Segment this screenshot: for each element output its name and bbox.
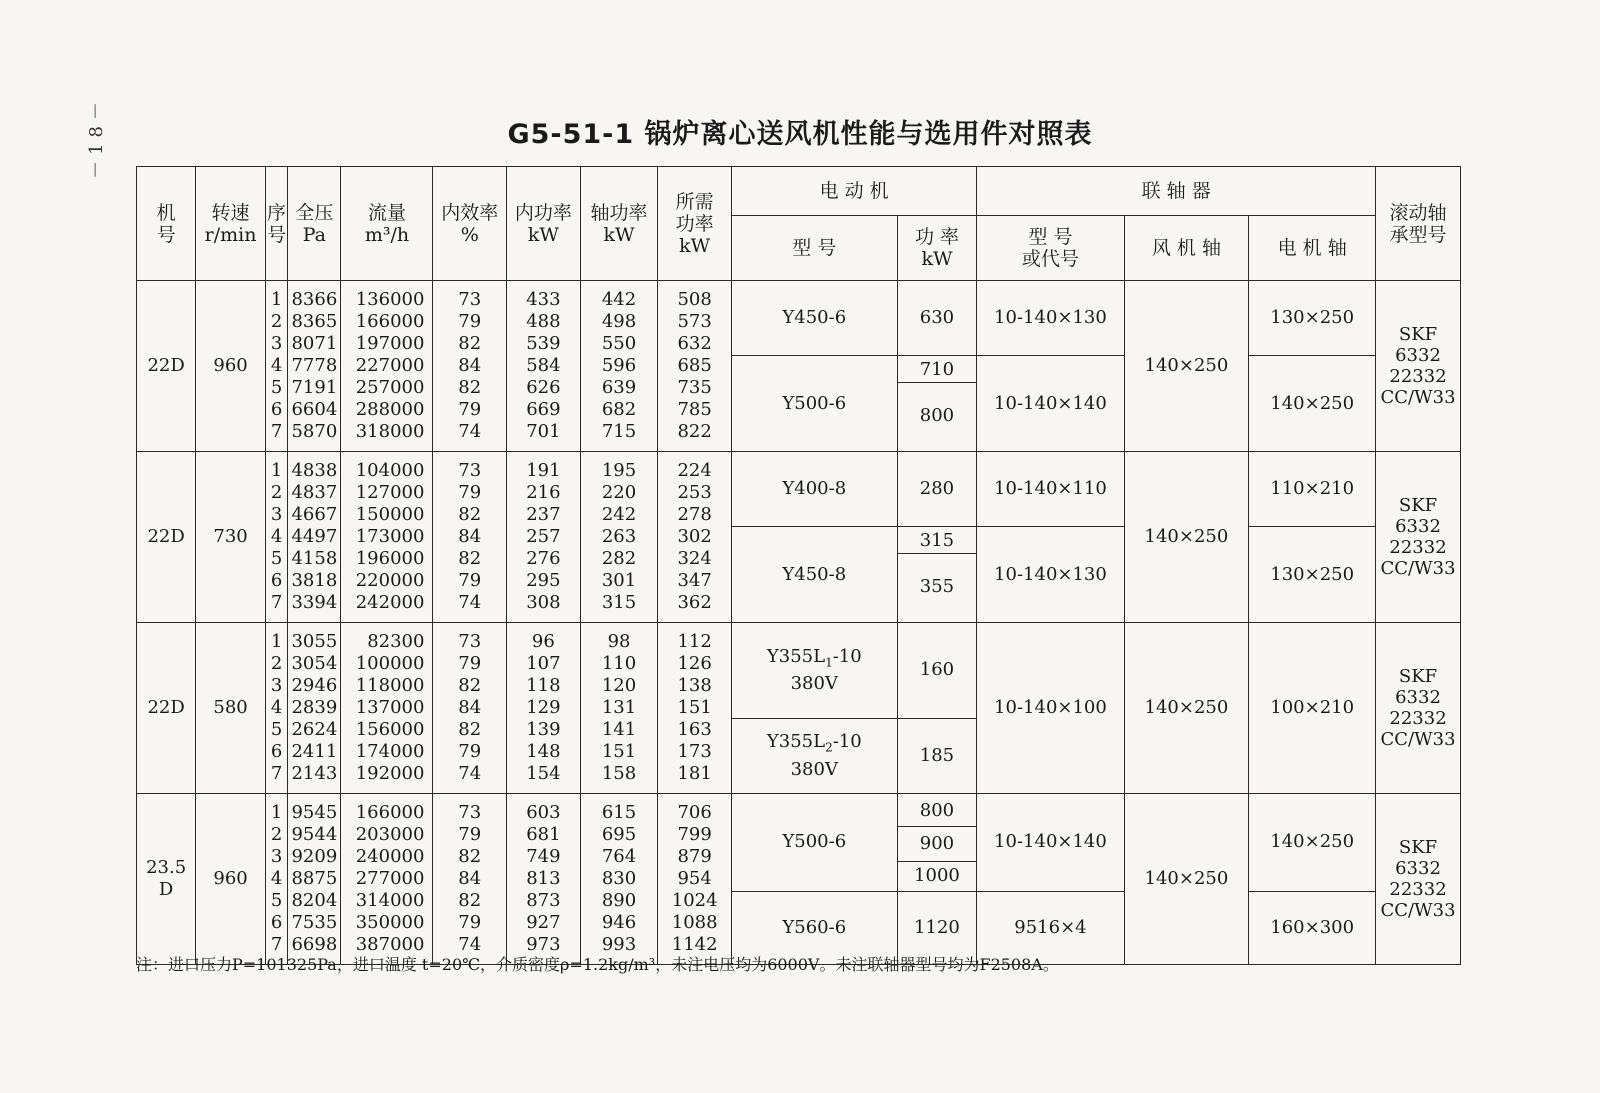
group2-flow-value: 196000 [355, 548, 425, 569]
group1-motor-shaft1: 130×250 [1249, 281, 1376, 356]
group3-flow-value: 192000 [355, 763, 425, 784]
group4-speed: 960 [196, 794, 266, 965]
group2-coupling2: 10-140×130 [977, 527, 1124, 623]
group2-required-power-value: 302 [677, 526, 712, 547]
group3-inner-power-value: 118 [526, 675, 561, 696]
group3-efficiency-value: 82 [458, 719, 482, 740]
group2-motor1-model: Y400-8 [731, 452, 897, 527]
group3-pressure-value: 2839 [291, 697, 338, 718]
group2-seq-value: 4 [270, 526, 283, 547]
group3-required-power-value: 126 [677, 653, 712, 674]
group2-bearing: SKF 6332 22332 CC/W33 [1376, 452, 1461, 623]
group1-motor-shaft2: 140×250 [1249, 356, 1376, 452]
group2-motor2-model: Y450-8 [731, 527, 897, 623]
group1-flow-value: 197000 [355, 333, 425, 354]
group3-efficiency-value: 79 [458, 741, 482, 762]
group4-fan-shaft: 140×250 [1124, 794, 1249, 965]
group1-jihao: 22D [137, 281, 196, 452]
group3-shaft-power-value: 110 [601, 653, 637, 674]
header-coupling: 联 轴 器 [977, 167, 1376, 216]
group4-seq-value: 4 [270, 868, 283, 889]
group2-flow-value: 173000 [355, 526, 425, 547]
group1-shaft-power-value: 639 [601, 377, 637, 398]
header-motor-shaft: 电 机 轴 [1249, 216, 1376, 281]
header-speed: 转速 r/min [196, 167, 266, 281]
group2-flow-value: 104000 [355, 460, 425, 481]
group3-inner-power-value: 129 [526, 697, 561, 718]
group2-required-power-value: 253 [677, 482, 712, 503]
group1-efficiency-value: 82 [458, 377, 482, 398]
group4-seq-value: 2 [270, 824, 283, 845]
group3-pressure-value: 2143 [291, 763, 338, 784]
group3-required-power-value: 112 [677, 631, 712, 652]
group3-inner-power-value: 154 [526, 763, 561, 784]
group1-inner-power [507, 281, 581, 452]
group1-seq-value: 1 [270, 289, 283, 310]
group2-required-power-value: 278 [677, 504, 712, 525]
group2-inner-power-value: 216 [526, 482, 561, 503]
group2-shaft-power-value: 301 [601, 570, 637, 591]
group4-efficiency-value: 79 [458, 824, 482, 845]
group3-shaft-power-value: 158 [601, 763, 637, 784]
group3-required-power [658, 623, 732, 794]
group2-required-power-value: 347 [677, 570, 712, 591]
group2-flow [341, 452, 433, 623]
header-seq: 序 号 [265, 167, 287, 281]
group3-motor1-model: $Y355L_1-10$ 380V [731, 623, 897, 719]
group3-flow-value: 156000 [355, 719, 425, 740]
header-jihao: 机 号 [137, 167, 196, 281]
group3-required-power-value: 151 [677, 697, 712, 718]
group4-shaft-power-value: 695 [601, 824, 637, 845]
group4-efficiency [433, 794, 507, 965]
group4-efficiency-value: 82 [458, 890, 482, 911]
group2-efficiency-value: 82 [458, 548, 482, 569]
group2-pressure [288, 452, 341, 623]
group4-pressure [288, 794, 341, 965]
group3-required-power-value: 173 [677, 741, 712, 762]
group3-efficiency-value: 82 [458, 675, 482, 696]
group3-flow-value: 100000 [355, 653, 425, 674]
group3-seq-value: 1 [270, 631, 283, 652]
group2-required-power-value: 362 [677, 592, 712, 613]
header-pressure: 全压 Pa [288, 167, 341, 281]
group1-shaft-power-value: 498 [601, 311, 637, 332]
group2-seq [265, 452, 287, 623]
group3-motor1-power: 160 [897, 623, 977, 719]
group2-speed: 730 [196, 452, 266, 623]
group4-seq-value: 1 [270, 802, 283, 823]
group3-speed: 580 [196, 623, 266, 794]
group2-seq-value: 1 [270, 460, 283, 481]
group3-fan-shaft: 140×250 [1124, 623, 1249, 794]
group2-shaft-power-value: 263 [601, 526, 637, 547]
group4-inner-power-value: 927 [526, 912, 561, 933]
group4-flow-value: 314000 [355, 890, 425, 911]
group4-required-power [658, 794, 732, 965]
group4-required-power-value: 706 [677, 802, 712, 823]
group4-seq-value: 7 [270, 934, 283, 955]
group2-motor-shaft1: 110×210 [1249, 452, 1376, 527]
group1-flow-value: 257000 [355, 377, 425, 398]
group1-bearing: SKF 6332 22332 CC/W33 [1376, 281, 1461, 452]
group1-pressure-value: 7778 [291, 355, 338, 376]
group3-efficiency-value: 79 [458, 653, 482, 674]
group4-efficiency-value: 82 [458, 846, 482, 867]
group2-inner-power-value: 308 [526, 592, 561, 613]
group1-seq [265, 281, 287, 452]
group4-required-power-value: 954 [677, 868, 712, 889]
group1-shaft-power-value: 596 [601, 355, 637, 376]
group3-pressure-value: 2946 [291, 675, 338, 696]
group3-shaft-power-value: 141 [601, 719, 637, 740]
group3-inner-power-value: 148 [526, 741, 561, 762]
group1-shaft-power-value: 682 [601, 399, 637, 420]
header-efficiency: 内效率 % [433, 167, 507, 281]
group3-flow-value: 137000 [355, 697, 425, 718]
group2-required-power-value: 324 [677, 548, 712, 569]
group2-motor2-power-b: 355 [919, 576, 955, 598]
group4-shaft-power [580, 794, 658, 965]
group1-pressure [288, 281, 341, 452]
group4-motor1-model: Y500-6 [731, 794, 897, 892]
group2-efficiency-value: 74 [458, 592, 482, 613]
group1-inner-power-value: 433 [526, 289, 561, 310]
group4-flow [341, 794, 433, 965]
group1-required-power-value: 508 [677, 289, 712, 310]
group3-flow-value: 118000 [355, 675, 425, 696]
group3-jihao: 22D [137, 623, 196, 794]
group3-inner-power-value: 107 [526, 653, 561, 674]
group4-shaft-power-value: 890 [601, 890, 637, 911]
group3-shaft-power-value: 151 [601, 741, 637, 762]
performance-table [136, 166, 1461, 965]
group2-shaft-power-value: 282 [601, 548, 637, 569]
group4-flow-value: 387000 [355, 934, 425, 955]
group4-shaft-power-value: 993 [601, 934, 637, 955]
group1-speed: 960 [196, 281, 266, 452]
group3-motor2-power: 185 [897, 718, 977, 793]
group4-motor-shaft2: 160×300 [1249, 891, 1376, 964]
group3-efficiency-value: 84 [458, 697, 482, 718]
group1-motor1-model: Y450-6 [731, 281, 897, 356]
group3-seq [265, 623, 287, 794]
group1-required-power-value: 632 [677, 333, 712, 354]
group2-efficiency-value: 82 [458, 504, 482, 525]
group4-required-power-value: 799 [677, 824, 712, 845]
group2-flow-value: 242000 [355, 592, 425, 613]
group4-motor1-power [897, 794, 977, 892]
group1-motor2-power [897, 356, 977, 452]
group4-efficiency-value: 73 [458, 802, 482, 823]
group3-required-power-value: 181 [677, 763, 712, 784]
group3-seq-value: 4 [270, 697, 283, 718]
group3-inner-power [507, 623, 581, 794]
group1-pressure-value: 8365 [291, 311, 338, 332]
group2-pressure-value: 3394 [291, 592, 338, 613]
group4-flow-value: 240000 [355, 846, 425, 867]
group2-coupling1: 10-140×110 [977, 452, 1124, 527]
group4-motor2-power: 1120 [897, 891, 977, 964]
group3-motor2-model: $Y355L_2-10$ 380V [731, 718, 897, 793]
group1-motor2-model: Y500-6 [731, 356, 897, 452]
group4-seq-value: 3 [270, 846, 283, 867]
group2-efficiency-value: 79 [458, 482, 482, 503]
group1-motor2-power-a: 710 [898, 358, 977, 383]
header-required-power: 所需 功率 kW [658, 167, 732, 281]
group2-inner-power-value: 191 [526, 460, 561, 481]
group1-flow-value: 227000 [355, 355, 425, 376]
group1-flow-value: 166000 [355, 311, 425, 332]
group4-jihao: 23.5 D [137, 794, 196, 965]
group2-required-power [658, 452, 732, 623]
group4-flow-value: 203000 [355, 824, 425, 845]
header-coupling-model: 型 号 或代号 [977, 216, 1124, 281]
group4-motor1-power-c: 1000 [914, 864, 960, 886]
group4-inner-power [507, 794, 581, 965]
group3-pressure-value: 2624 [291, 719, 338, 740]
group2-motor2-power-a: 315 [898, 529, 977, 554]
group4-motor-shaft1: 140×250 [1249, 794, 1376, 892]
group1-shaft-power-value: 715 [601, 421, 637, 442]
group4-efficiency-value: 84 [458, 868, 482, 889]
group2-pressure-value: 4497 [291, 526, 338, 547]
group1-inner-power-value: 701 [526, 421, 561, 442]
group2-seq-value: 7 [270, 592, 283, 613]
group4-efficiency-value: 74 [458, 934, 482, 955]
group4-seq-value: 5 [270, 890, 283, 911]
group4-pressure-value: 9209 [291, 846, 338, 867]
group3-inner-power-value: 96 [531, 631, 555, 652]
group3-flow-value: 174000 [355, 741, 425, 762]
group2-seq-value: 6 [270, 570, 283, 591]
group2-shaft-power-value: 242 [601, 504, 637, 525]
group3-seq-value: 2 [270, 653, 283, 674]
group2-inner-power-value: 257 [526, 526, 561, 547]
group1-seq-value: 3 [270, 333, 283, 354]
group2-pressure-value: 4667 [291, 504, 338, 525]
group4-required-power-value: 1142 [671, 934, 718, 955]
group2-seq-value: 2 [270, 482, 283, 503]
group1-seq-value: 4 [270, 355, 283, 376]
group2-shaft-power-value: 315 [601, 592, 637, 613]
group4-inner-power-value: 973 [526, 934, 561, 955]
group4-flow-value: 166000 [355, 802, 425, 823]
header-inner-power: 内功率 kW [507, 167, 581, 281]
group4-motor1-power-a: 800 [898, 795, 977, 827]
group4-pressure-value: 7535 [291, 912, 338, 933]
group2-seq-value: 5 [270, 548, 283, 569]
group2-pressure-value: 4838 [291, 460, 338, 481]
group3-pressure-value: 2411 [291, 741, 338, 762]
header-fan-shaft: 风 机 轴 [1124, 216, 1249, 281]
group2-flow-value: 127000 [355, 482, 425, 503]
group2-flow-value: 220000 [355, 570, 425, 591]
group1-shaft-power [580, 281, 658, 452]
group1-seq-value: 5 [270, 377, 283, 398]
group3-pressure-value: 3054 [291, 653, 338, 674]
page-title: G5-51-1 锅炉离心送风机性能与选用件对照表 [507, 119, 1093, 150]
group2-motor1-power: 280 [897, 452, 977, 527]
group2-inner-power-value: 276 [526, 548, 561, 569]
group3-flow [341, 623, 433, 794]
group4-required-power-value: 879 [677, 846, 712, 867]
group1-efficiency-value: 84 [458, 355, 482, 376]
group1-motor2-power-b: 800 [919, 405, 955, 427]
group2-pressure-value: 4158 [291, 548, 338, 569]
group1-seq-value: 6 [270, 399, 283, 420]
group4-pressure-value: 8875 [291, 868, 338, 889]
group1-seq-value: 2 [270, 311, 283, 332]
group1-inner-power-value: 539 [526, 333, 561, 354]
group2-efficiency [433, 452, 507, 623]
group3-shaft-power-value: 131 [601, 697, 637, 718]
group2-motor-shaft2: 130×250 [1249, 527, 1376, 623]
group3-motor-shaft: 100×210 [1249, 623, 1376, 794]
header-bearing: 滚动轴 承型号 [1376, 167, 1461, 281]
group4-motor2-model: Y560-6 [731, 891, 897, 964]
group3-seq-value: 5 [270, 719, 283, 740]
group3-inner-power-value: 139 [526, 719, 561, 740]
group1-flow-value: 288000 [355, 399, 425, 420]
group1-shaft-power-value: 442 [601, 289, 637, 310]
group3-required-power-value: 138 [677, 675, 712, 696]
group2-efficiency-value: 79 [458, 570, 482, 591]
group3-seq-value: 7 [270, 763, 283, 784]
group4-motor1-power-b: 900 [898, 827, 977, 862]
group3-flow-value: 82300 [367, 631, 425, 652]
header-motor-model: 型 号 [731, 216, 897, 281]
page-number: －18－ [86, 96, 107, 179]
group2-efficiency-value: 73 [458, 460, 482, 481]
group2-efficiency-value: 84 [458, 526, 482, 547]
group2-inner-power-value: 295 [526, 570, 561, 591]
group4-pressure-value: 9544 [291, 824, 338, 845]
group4-shaft-power-value: 615 [601, 802, 637, 823]
group1-inner-power-value: 584 [526, 355, 561, 376]
group3-required-power-value: 163 [677, 719, 712, 740]
group4-seq [265, 794, 287, 965]
table-note: 注：进口压力P=101325Pa，进口温度 t=20℃，介质密度ρ=1.2kg/m³，未注电压均为6000V。未注联轴器型号均为F2508A。 [136, 955, 1059, 974]
group2-pressure-value: 3818 [291, 570, 338, 591]
group1-inner-power-value: 488 [526, 311, 561, 332]
group2-required-power-value: 224 [677, 460, 712, 481]
group1-required-power [658, 281, 732, 452]
group4-required-power-value: 1024 [671, 890, 718, 911]
group1-motor1-power: 630 [897, 281, 977, 356]
group2-inner-power [507, 452, 581, 623]
group4-efficiency-value: 79 [458, 912, 482, 933]
group4-pressure-value: 9545 [291, 802, 338, 823]
group1-efficiency-value: 79 [458, 311, 482, 332]
group3-pressure [288, 623, 341, 794]
group4-inner-power-value: 873 [526, 890, 561, 911]
group1-coupling2: 10-140×140 [977, 356, 1124, 452]
group1-pressure-value: 5870 [291, 421, 338, 442]
group4-pressure-value: 6698 [291, 934, 338, 955]
group1-efficiency-value: 82 [458, 333, 482, 354]
group2-inner-power-value: 237 [526, 504, 561, 525]
group2-fan-shaft: 140×250 [1124, 452, 1249, 623]
group1-fan-shaft: 140×250 [1124, 281, 1249, 452]
group2-jihao: 22D [137, 452, 196, 623]
group2-shaft-power-value: 195 [601, 460, 637, 481]
group3-seq-value: 6 [270, 741, 283, 762]
group1-seq-value: 7 [270, 421, 283, 442]
group3-seq-value: 3 [270, 675, 283, 696]
group1-inner-power-value: 626 [526, 377, 561, 398]
group1-efficiency-value: 73 [458, 289, 482, 310]
group3-bearing: SKF 6332 22332 CC/W33 [1376, 623, 1461, 794]
group4-coupling1: 10-140×140 [977, 794, 1124, 892]
group3-shaft-power-value: 120 [601, 675, 637, 696]
group4-pressure-value: 8204 [291, 890, 338, 911]
group1-flow [341, 281, 433, 452]
group3-pressure-value: 3055 [291, 631, 338, 652]
group3-efficiency-value: 73 [458, 631, 482, 652]
group3-coupling: 10-140×100 [977, 623, 1124, 794]
group2-shaft-power [580, 452, 658, 623]
group4-shaft-power-value: 830 [601, 868, 637, 889]
group4-coupling2: 9516×4 [977, 891, 1124, 964]
group3-shaft-power-value: 98 [607, 631, 631, 652]
group2-pressure-value: 4837 [291, 482, 338, 503]
group4-flow-value: 277000 [355, 868, 425, 889]
group2-seq-value: 3 [270, 504, 283, 525]
group1-pressure-value: 6604 [291, 399, 338, 420]
group4-seq-value: 6 [270, 912, 283, 933]
group1-efficiency-value: 79 [458, 399, 482, 420]
group1-pressure-value: 7191 [291, 377, 338, 398]
group1-required-power-value: 685 [677, 355, 712, 376]
group1-flow-value: 136000 [355, 289, 425, 310]
group1-efficiency-value: 74 [458, 421, 482, 442]
header-motor: 电 动 机 [731, 167, 976, 216]
header-motor-power: 功 率 kW [897, 216, 977, 281]
group1-inner-power-value: 669 [526, 399, 561, 420]
group4-required-power-value: 1088 [671, 912, 718, 933]
group1-required-power-value: 735 [677, 377, 712, 398]
header-shaft-power: 轴功率 kW [580, 167, 658, 281]
group1-pressure-value: 8071 [291, 333, 338, 354]
group4-shaft-power-value: 764 [601, 846, 637, 867]
group3-shaft-power [580, 623, 658, 794]
group1-shaft-power-value: 550 [601, 333, 637, 354]
group3-efficiency-value: 74 [458, 763, 482, 784]
group1-coupling1: 10-140×130 [977, 281, 1124, 356]
group4-shaft-power-value: 946 [601, 912, 637, 933]
group1-required-power-value: 785 [677, 399, 712, 420]
group4-inner-power-value: 681 [526, 824, 561, 845]
group4-inner-power-value: 603 [526, 802, 561, 823]
group4-flow-value: 350000 [355, 912, 425, 933]
group1-pressure-value: 8366 [291, 289, 338, 310]
group1-required-power-value: 822 [677, 421, 712, 442]
group2-flow-value: 150000 [355, 504, 425, 525]
group1-flow-value: 318000 [355, 421, 425, 442]
group3-efficiency [433, 623, 507, 794]
group4-bearing: SKF 6332 22332 CC/W33 [1376, 794, 1461, 965]
group2-motor2-power [897, 527, 977, 623]
header-flow: 流量 m³/h [341, 167, 433, 281]
group1-required-power-value: 573 [677, 311, 712, 332]
group2-shaft-power-value: 220 [601, 482, 637, 503]
group4-inner-power-value: 749 [526, 846, 561, 867]
group4-inner-power-value: 813 [526, 868, 561, 889]
group1-efficiency [433, 281, 507, 452]
